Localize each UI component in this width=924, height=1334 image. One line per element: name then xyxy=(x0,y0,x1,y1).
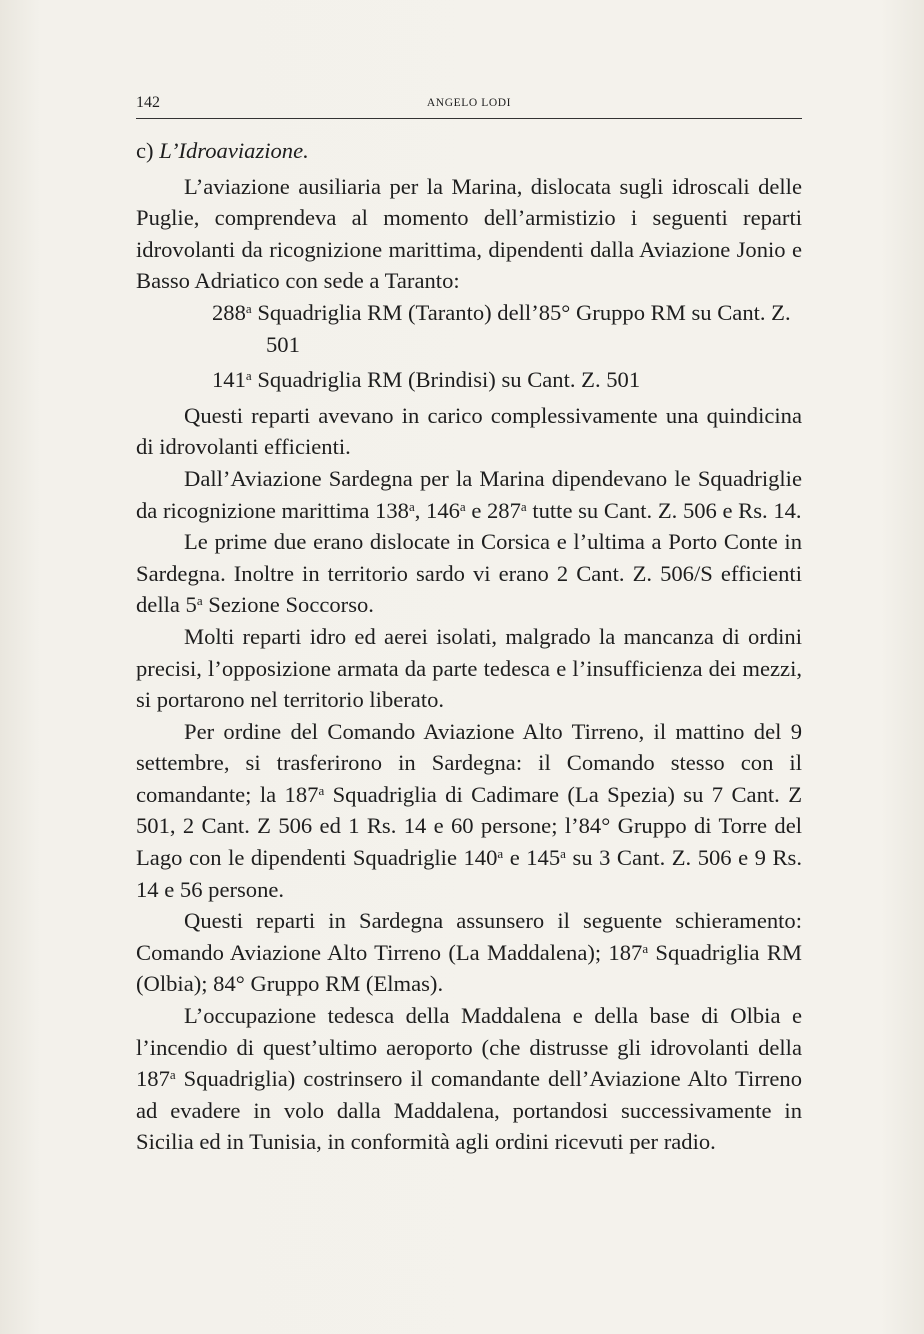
section-label: c) xyxy=(136,138,154,163)
page-header xyxy=(136,92,802,119)
page-number: 142 xyxy=(136,94,160,111)
section-title: L’Idroaviazione. xyxy=(159,138,309,163)
list-item: 141$^a$ Squadriglia RM (Brindisi) su Cant. Z. 501 xyxy=(212,367,641,393)
list-item: 288$^a$ Squadriglia RM (Taranto) dell’85° Gruppo RM su Cant. Z. 501 xyxy=(212,299,791,357)
paragraph-5: Molti reparti idro ed aerei isolati, malgrado la mancanza di ordini precisi, l’opposizione armata da parte tedesca e l’insufficienza dei mezzi, si portarono nel territorio liberato. xyxy=(136,623,802,713)
paragraph-3: Dall’Aviazione Sardegna per la Marina dipendevano le Squadriglie da ricognizione marittima 138$^a$, 146$^a$ e 287$^a$ tutte su Cant. Z. 506 e Rs. 14. xyxy=(136,465,802,523)
paragraph-6: Per ordine del Comando Aviazione Alto Tirreno, il mattino del 9 settembre, si trasferirono in Sardegna: il Comando stesso con il comandante; la 187$^a$ Squadriglia di Cadimare (La Spezia) su 7 Cant. Z 501, 2 Cant. Z 506 ed 1 Rs. 14 e 60 persone; l’84° Gruppo di Torre del Lago con le dipendenti Squadriglie 140$^a$ e 145$^a$ su 3 Cant. Z. 506 e 9 Rs. 14 e 56 persone. xyxy=(136,718,803,902)
page-content xyxy=(136,135,802,1158)
paragraph-2: Questi reparti avevano in carico complessivamente una quindicina di idrovolanti efficienti. xyxy=(136,402,802,460)
running-head: ANGELO LODI xyxy=(426,97,512,109)
paragraph-8: L’occupazione tedesca della Maddalena e della base di Olbia e l’incendio di quest’ultimo aeroporto (che distrusse gli idrovolanti della 187$^a$ Squadriglia) costrinsero il comandante dell’Aviazione Alto Tirreno ad evadere in volo dalla Maddalena, portandosi successivamente in Sicilia ed in Tunisia, in conformità agli ordini ricevuti per radio. xyxy=(136,1003,802,1155)
paragraph-4: Le prime due erano dislocate in Corsica e l’ultima a Porto Conte in Sardegna. Inoltre in territorio sardo vi erano 2 Cant. Z. 506/S efficienti della 5$^a$ Sezione Soccorso. xyxy=(136,529,802,618)
paragraph-7: Questi reparti in Sardegna assunsero il seguente schieramento: Comando Aviazione Alto Tirreno (La Maddalena); 187$^a$ Squadriglia RM (Olbia); 84° Gruppo RM (Elmas). xyxy=(136,908,802,997)
section-heading xyxy=(136,135,802,167)
paragraph-1: L’aviazione ausiliaria per la Marina, dislocata sugli idroscali delle Puglie, comprendeva al momento dell’armistizio i seguenti reparti idrovolanti da ricognizione marittima, dipendenti dalla Aviazione Jonio e Basso Adriatico con sede a Taranto: xyxy=(136,173,802,294)
